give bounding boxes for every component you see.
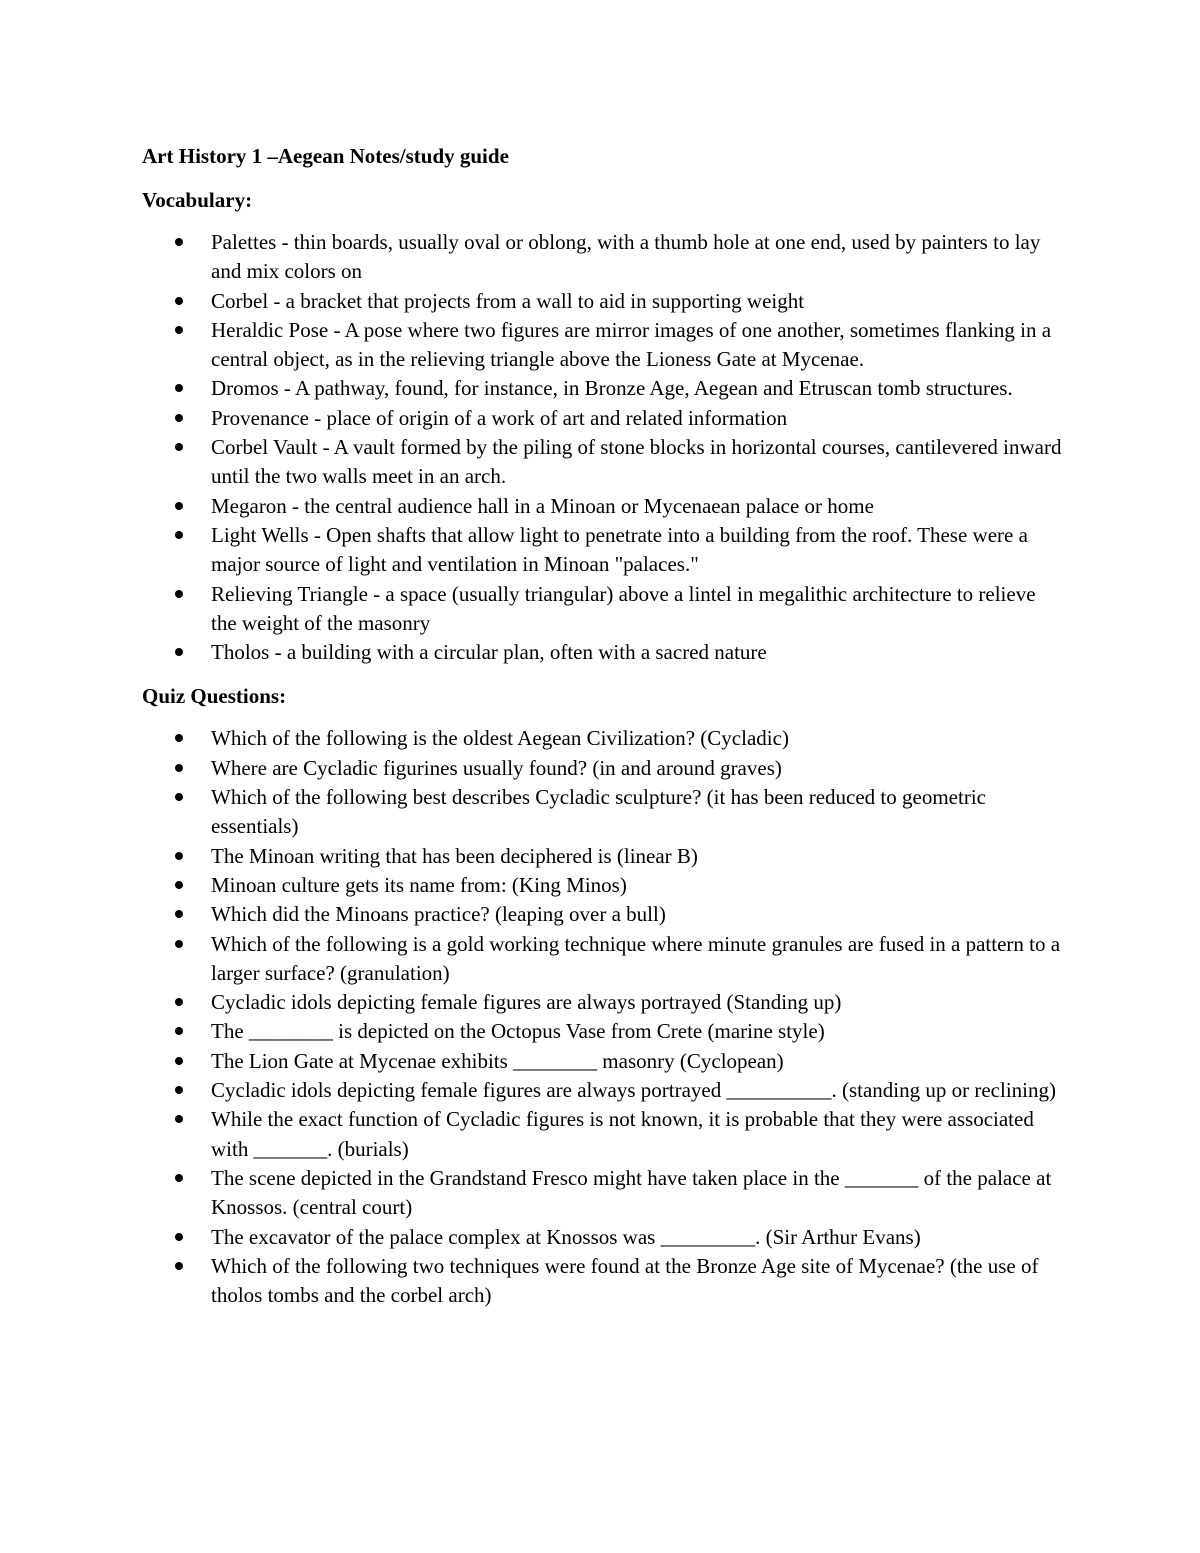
quiz-item-text: The scene depicted in the Grandstand Fresco might have taken place in the _______ of the palace at Knossos. (central court)	[211, 1165, 1052, 1220]
vocabulary-item	[142, 521, 1062, 580]
bullet-icon	[175, 1174, 183, 1182]
vocabulary-item	[142, 580, 1062, 639]
bullet-icon	[175, 531, 183, 539]
quiz-item-text: Which of the following is a gold working technique where minute granules are fused in a pattern to a larger surface? (granulation)	[211, 931, 1061, 985]
quiz-item	[142, 1252, 1062, 1311]
quiz-item	[142, 1076, 1062, 1105]
bullet-icon	[175, 998, 183, 1006]
quiz-item-text: Cycladic idols depicting female figures are always portrayed (Standing up)	[211, 990, 842, 1015]
vocabulary-item-text: Light Wells - Open shafts that allow light to penetrate into a building from the roof. These were a major source of light and ventilation in Minoan "palaces."	[211, 522, 1028, 577]
bullet-icon	[175, 764, 183, 772]
vocabulary-heading: Vocabulary:	[142, 188, 253, 212]
quiz-item	[142, 1047, 1062, 1076]
quiz-item-text: Which of the following is the oldest Aegean Civilization? (Cycladic)	[211, 726, 789, 751]
quiz-heading: Quiz Questions:	[142, 684, 287, 709]
vocabulary-item	[142, 316, 1062, 375]
quiz-item-text: Which did the Minoans practice? (leaping over a bull)	[211, 902, 666, 927]
vocabulary-item-text: Corbel Vault - A vault formed by the piling of stone blocks in horizontal courses, cantilevered inward until the two walls meet in an arch.	[211, 435, 1062, 489]
bullet-icon	[175, 326, 183, 334]
bullet-icon	[175, 502, 183, 510]
vocabulary-list	[142, 228, 1062, 667]
quiz-item	[142, 1164, 1062, 1223]
bullet-icon	[175, 852, 183, 860]
bullet-icon	[175, 1027, 183, 1035]
quiz-item-text: The Lion Gate at Mycenae exhibits ________ masonry (Cyclopean)	[211, 1048, 784, 1073]
quiz-item	[142, 871, 1062, 900]
vocabulary-item	[142, 287, 1062, 316]
quiz-item-text: Which of the following best describes Cycladic sculpture? (it has been reduced to geometric essentials)	[211, 785, 986, 839]
quiz-item-text: While the exact function of Cycladic figures is not known, it is probable that they were associated with _______. (burials)	[211, 1107, 1034, 1161]
quiz-item	[142, 988, 1062, 1017]
bullet-icon	[175, 414, 183, 422]
bullet-icon	[175, 940, 183, 948]
quiz-item-text: The Minoan writing that has been deciphered is (linear B)	[211, 843, 698, 868]
vocabulary-item	[142, 492, 1062, 521]
quiz-item-text: Minoan culture gets its name from: (King Minos)	[211, 872, 627, 897]
vocabulary-item-text: Heraldic Pose - A pose where two figures are mirror images of one another, sometimes flanking in a central object, as in the relieving triangle above the Lioness Gate at Mycenae.	[211, 317, 1052, 372]
document-title: Art History 1 –Aegean Notes/study guide	[142, 144, 509, 168]
bullet-icon	[175, 238, 183, 246]
quiz-item-text: The excavator of the palace complex at Knossos was _________. (Sir Arthur Evans)	[211, 1224, 921, 1249]
vocabulary-item	[142, 638, 1062, 667]
bullet-icon	[175, 590, 183, 598]
bullet-icon	[175, 443, 183, 451]
vocabulary-item-text: Provenance - place of origin of a work of art and related information	[211, 405, 788, 430]
quiz-item	[142, 1017, 1062, 1046]
bullet-icon	[175, 297, 183, 305]
vocabulary-item-text: Relieving Triangle - a space (usually triangular) above a lintel in megalithic architecture to relieve the weight of the masonry	[211, 581, 1036, 635]
bullet-icon	[175, 881, 183, 889]
quiz-item	[142, 900, 1062, 929]
bullet-icon	[175, 1115, 183, 1123]
vocabulary-item-text: Megaron - the central audience hall in a Minoan or Mycenaean palace or home	[211, 493, 874, 518]
bullet-icon	[175, 648, 183, 656]
vocabulary-item-text: Tholos - a building with a circular plan, often with a sacred nature	[211, 640, 767, 665]
quiz-item	[142, 783, 1062, 842]
quiz-item	[142, 1105, 1062, 1164]
quiz-item-text: Cycladic idols depicting female figures are always portrayed __________. (standing up or reclining)	[211, 1078, 1057, 1103]
vocabulary-item	[142, 228, 1062, 287]
vocabulary-item	[142, 374, 1062, 403]
quiz-item	[142, 754, 1062, 783]
vocabulary-item-text: Corbel - a bracket that projects from a wall to aid in supporting weight	[211, 288, 805, 313]
quiz-list	[142, 724, 1062, 1310]
quiz-item-text: Which of the following two techniques were found at the Bronze Age site of Mycenae? (the use of tholos tombs and the corbel arch)	[211, 1253, 1039, 1308]
bullet-icon	[175, 793, 183, 801]
bullet-icon	[175, 1262, 183, 1270]
bullet-icon	[175, 1086, 183, 1094]
bullet-icon	[175, 910, 183, 918]
quiz-item-text: Where are Cycladic figurines usually found? (in and around graves)	[211, 755, 782, 780]
bullet-icon	[175, 734, 183, 742]
bullet-icon	[175, 1057, 183, 1065]
vocabulary-item	[142, 404, 1062, 433]
vocabulary-item-text: Palettes - thin boards, usually oval or oblong, with a thumb hole at one end, used by painters to lay and mix colors on	[211, 230, 1041, 284]
bullet-icon	[175, 384, 183, 392]
quiz-item	[142, 842, 1062, 871]
document-body	[142, 141, 1062, 1310]
vocabulary-item	[142, 433, 1062, 492]
quiz-item	[142, 724, 1062, 753]
quiz-item	[142, 1223, 1062, 1252]
quiz-item-text: The ________ is depicted on the Octopus Vase from Crete (marine style)	[211, 1019, 825, 1044]
quiz-item	[142, 930, 1062, 989]
bullet-icon	[175, 1233, 183, 1241]
vocabulary-item-text: Dromos - A pathway, found, for instance, in Bronze Age, Aegean and Etruscan tomb structures.	[211, 376, 1013, 401]
